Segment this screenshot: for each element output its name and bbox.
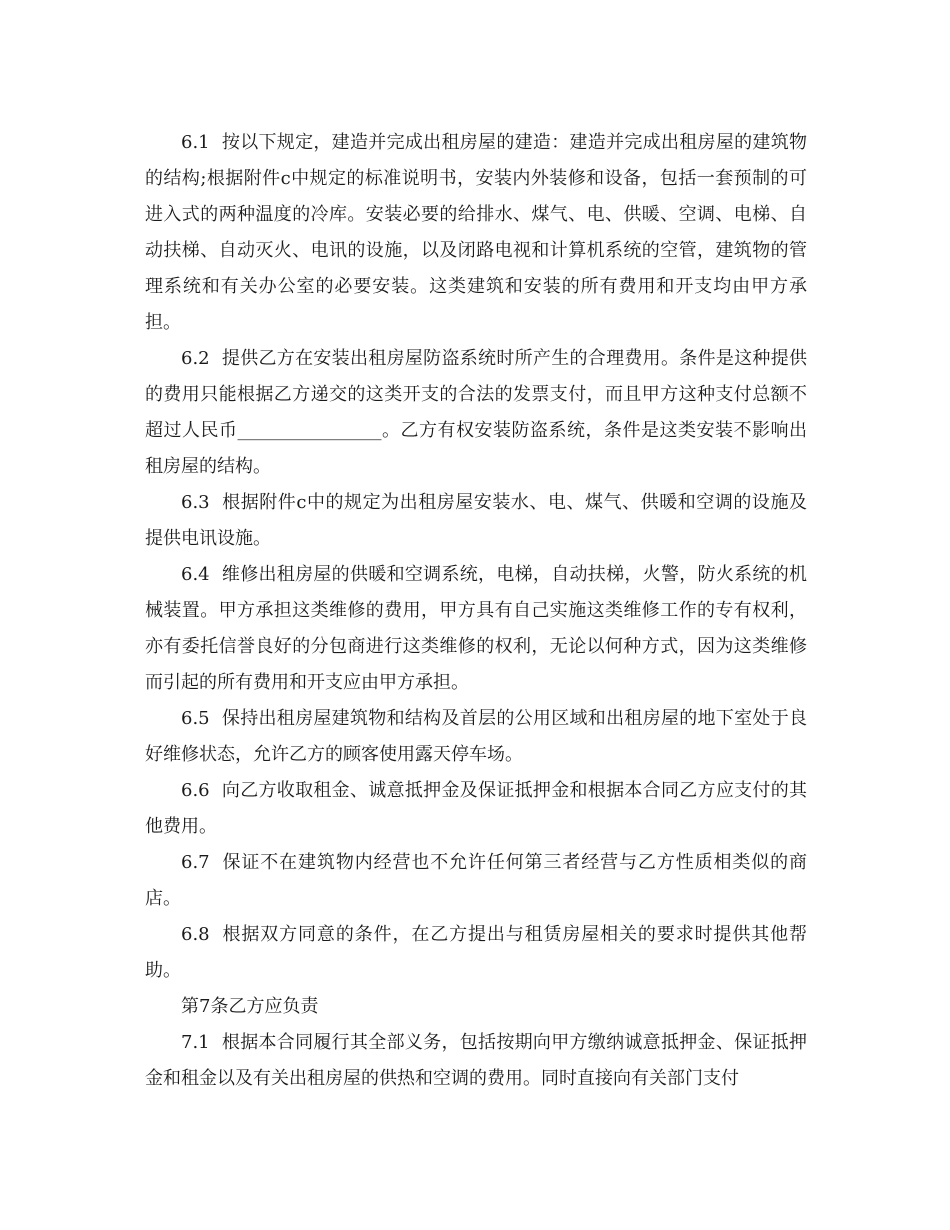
clause-6-5 (145, 701, 807, 773)
clause-text: 维修出租房屋的供暖和空调系统，电梯，自动扶梯，火警，防火系统的机械装置。甲方承担这类维修的费用，甲方具有自己实施这类维修工作的专有权利，亦有委托信誉良好的分包商进行这类维修的权利，无论以何种方式，因为这类维修而引起的所有费用和开支应由甲方承担。 (145, 564, 807, 693)
clause-number: 6.5 (181, 708, 210, 729)
clause-6-7 (145, 845, 807, 917)
document-body (145, 125, 807, 1097)
clause-text: 按以下规定，建造并完成出租房屋的建造：建造并完成出租房屋的建筑物的结构;根据附件c中规定的标准说明书，安装内外装修和设备，包括一套预制的可进入式的两种温度的冷库。安装必要的给排水、煤气、电、供暖、空调、电梯、自动扶梯、自动灭火、电讯的设施，以及闭路电视和计算机系统的空管，建筑物的管理系统和有关办公室的必要安装。这类建筑和安装的所有费用和开支均由甲方承担。 (145, 132, 807, 333)
clause-number: 6.3 (181, 492, 210, 513)
clause-text: 向乙方收取租金、诚意抵押金及保证抵押金和根据本合同乙方应支付的其他费用。 (145, 780, 807, 837)
clause-text: 保证不在建筑物内经营也不允许任何第三者经营与乙方性质相类似的商店。 (145, 852, 807, 909)
clause-text: 根据双方同意的条件，在乙方提出与租赁房屋相关的要求时提供其他帮助。 (145, 924, 807, 981)
clause-number: 6.8 (181, 924, 210, 945)
clause-text: 根据本合同履行其全部义务，包括按期向甲方缴纳诚意抵押金、保证抵押金和租金以及有关出租房屋的供热和空调的费用。同时直接向有关部门支付 (145, 1032, 807, 1089)
clause-number: 6.2 (181, 348, 210, 369)
clause-6-8 (145, 917, 807, 989)
clause-text: 保持出租房屋建筑物和结构及首层的公用区域和出租房屋的地下室处于良好维修状态，允许乙方的顾客使用露天停车场。 (145, 708, 807, 765)
clause-6-6 (145, 773, 807, 845)
clause-6-2 (145, 341, 807, 485)
clause-number: 7.1 (181, 1032, 210, 1053)
section-heading: 第7条乙方应负责 (181, 996, 319, 1017)
clause-6-4 (145, 557, 807, 701)
clause-number: 6.1 (181, 132, 210, 153)
clause-6-1 (145, 125, 807, 341)
clause-number: 6.7 (181, 852, 210, 873)
clause-number: 6.6 (181, 780, 210, 801)
clause-6-3 (145, 485, 807, 557)
clause-number: 6.4 (181, 564, 210, 585)
clause-text: 根据附件c中的规定为出租房屋安装水、电、煤气、供暖和空调的设施及提供电讯设施。 (145, 492, 807, 549)
clause-text: 提供乙方在安装出租房屋防盗系统时所产生的合理费用。条件是这种提供的费用只能根据乙方递交的这类开支的合法的发票支付，而且甲方这种支付总额不超过人民币________________。乙方有权安装防盗系统，条件是这类安装不影响出租房屋的结构。 (145, 348, 807, 477)
clause-7-1 (145, 1025, 807, 1097)
